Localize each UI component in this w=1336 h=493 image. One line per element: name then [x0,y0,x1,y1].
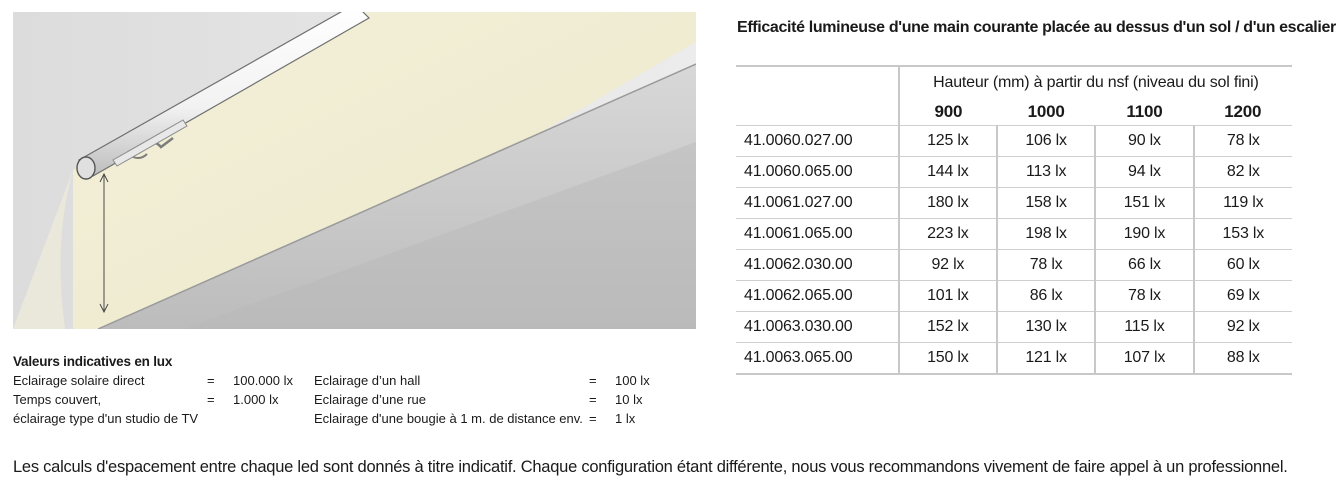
lux-value-cell: 82 lx [1194,157,1292,188]
legend-value: 100 lx [615,373,650,388]
lux-value-cell: 119 lx [1194,188,1292,219]
handrail-led-icon [13,12,696,329]
product-reference: 41.0062.065.00 [736,281,899,312]
table-corner-2 [736,99,899,126]
height-column-header: 900 [899,99,997,126]
legend-equals: = [207,392,215,407]
lux-value-cell: 78 lx [1194,126,1292,157]
table-title: Efficacité lumineuse d'une main courante placée au dessus d'un sol / d'un escalier [737,19,1336,36]
lux-value-cell: 60 lx [1194,250,1292,281]
table-row [736,188,1292,219]
lux-value-cell: 66 lx [1095,250,1193,281]
legend-label: Eclairage d’un hall [314,373,421,388]
table-row [736,281,1292,312]
product-reference: 41.0061.065.00 [736,219,899,250]
lux-value-cell: 78 lx [1095,281,1193,312]
legend-value: 10 lx [615,392,643,407]
product-reference: 41.0060.027.00 [736,126,899,157]
legend-value: 100.000 lx [233,373,293,388]
lux-value-cell: 144 lx [899,157,997,188]
lux-value-cell: 101 lx [899,281,997,312]
legend-row [13,390,693,409]
lux-value-cell: 107 lx [1095,343,1193,375]
height-column-header: 1000 [1027,102,1065,121]
legend-equals: = [589,392,597,407]
height-column-header: 1100 [1126,102,1163,121]
luminous-efficiency-table [736,65,1292,375]
lux-value-cell: 106 lx [997,126,1095,157]
lux-value-cell: 198 lx [997,219,1095,250]
legend-equals: = [589,373,597,388]
lux-reference-legend [13,352,693,428]
table-row [736,312,1292,343]
lux-value-cell: 88 lx [1194,343,1292,375]
lux-value-cell: 92 lx [899,250,997,281]
legend-row [13,409,693,428]
legend-equals: = [589,411,597,426]
lux-value-cell: 90 lx [1095,126,1193,157]
table-row [736,343,1292,375]
legend-label: Eclairage d'une bougie à 1 m. de distance env. [314,411,583,426]
footer-disclaimer: Les calculs d'espacement entre chaque led sont donnés à titre indicatif. Chaque configuration étant différente, nous vous recommandons vivement de faire appel à un professionnel. [13,458,1288,476]
lux-value-cell: 113 lx [997,157,1095,188]
lux-value-cell: 223 lx [899,219,997,250]
lux-value-cell: 94 lx [1095,157,1193,188]
legend-label: Eclairage solaire direct [13,373,145,388]
handrail-illustration [13,12,696,329]
lux-value-cell: 151 lx [1095,188,1193,219]
lux-value-cell: 158 lx [997,188,1095,219]
table-corner [736,66,899,99]
product-reference: 41.0061.027.00 [736,188,899,219]
lux-value-cell: 180 lx [899,188,997,219]
product-reference: 41.0060.065.00 [736,157,899,188]
lux-value-cell: 78 lx [997,250,1095,281]
legend-row [13,371,693,390]
table-row [736,126,1292,157]
lux-value-cell: 150 lx [899,343,997,375]
product-reference: 41.0062.030.00 [736,250,899,281]
lux-value-cell: 86 lx [997,281,1095,312]
table-row [736,157,1292,188]
legend-value: 1 lx [615,411,636,426]
lux-value-cell: 69 lx [1194,281,1292,312]
table-row [736,250,1292,281]
legend-value: 1.000 lx [233,392,279,407]
height-group-header: Hauteur (mm) à partir du nsf (niveau du sol fini) [899,66,1292,99]
lux-value-cell: 152 lx [899,312,997,343]
lux-value-cell: 92 lx [1194,312,1292,343]
legend-label: éclairage type d'un studio de TV [13,411,199,426]
product-reference: 41.0063.065.00 [736,343,899,375]
lux-value-cell: 115 lx [1095,312,1193,343]
legend-label: Eclairage d’une rue [314,392,427,407]
lux-value-cell: 190 lx [1095,219,1193,250]
product-reference: 41.0063.030.00 [736,312,899,343]
legend-label: Temps couvert, [13,392,102,407]
lux-value-cell: 121 lx [997,343,1095,375]
handrail-end-cap [77,157,95,179]
legend-equals: = [207,373,215,388]
height-column-header: 1200 [1224,102,1262,121]
lux-value-cell: 130 lx [997,312,1095,343]
legend-title: Valeurs indicatives en lux [13,354,173,369]
lux-value-cell: 153 lx [1194,219,1292,250]
lux-value-cell: 125 lx [899,126,997,157]
table-row [736,219,1292,250]
